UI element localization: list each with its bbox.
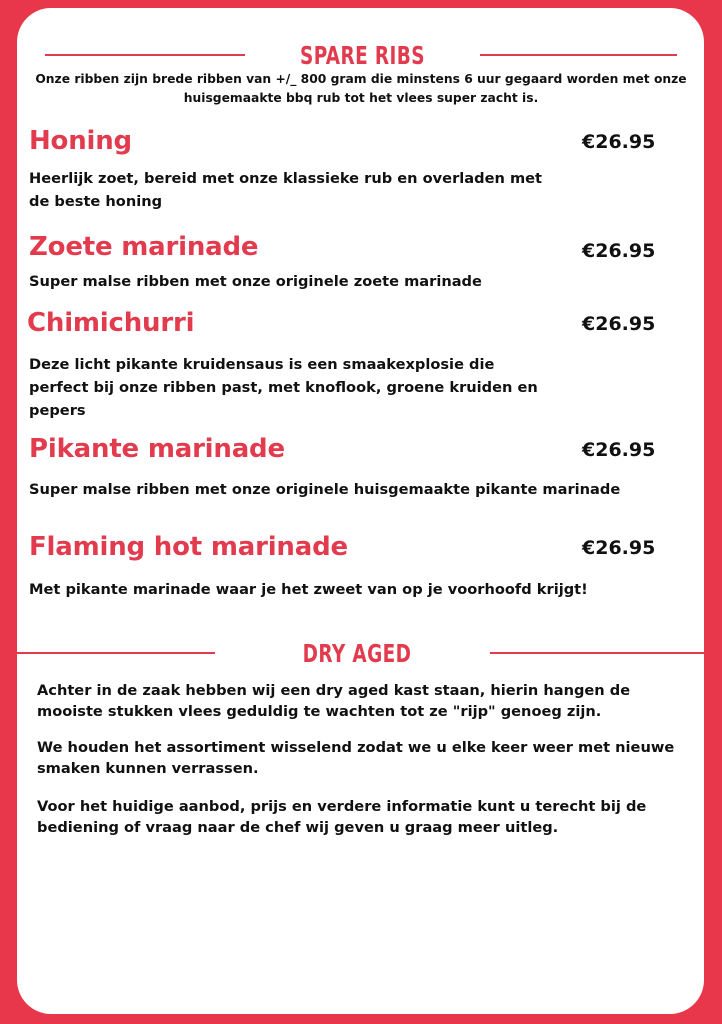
item-description: Super malse ribben met onze originele zoete marinade <box>29 273 482 290</box>
item-price: €26.95 <box>582 537 656 559</box>
item-description: Deze licht pikante kruidensaus is een smaakexplosie die perfect bij onze ribben past, met knoflook, groene kruiden en pepers <box>29 356 538 419</box>
item-description: Super malse ribben met onze originele huisgemaakte pikante marinade <box>29 481 621 498</box>
item-name: Flaming hot marinade <box>29 532 348 562</box>
item-price: €26.95 <box>582 313 656 335</box>
dry-aged-paragraph: Voor het huidige aanbod, prijs en verdere informatie kunt u terecht bij de bediening of vraag naar de chef wij geven u graag meer uitleg. <box>37 798 647 836</box>
dry-aged-paragraph: We houden het assortiment wisselend zodat we u elke keer weer met nieuwe smaken kunnen verrassen. <box>37 739 675 777</box>
item-price: €26.95 <box>582 131 656 153</box>
item-name: Zoete marinade <box>29 232 259 262</box>
item-price: €26.95 <box>582 240 656 262</box>
divider-left <box>45 54 245 56</box>
item-description: Met pikante marinade waar je het zweet van op je voorhoofd krijgt! <box>29 581 588 598</box>
dry-aged-paragraph: Achter in de zaak hebben wij een dry aged kast staan, hierin hangen de mooiste stukken vlees geduldig te wachten tot ze "rijp" genoeg zijn. <box>37 682 631 720</box>
item-name: Honing <box>29 126 132 156</box>
divider-right <box>480 54 677 56</box>
item-name: Chimichurri <box>27 308 195 338</box>
item-price: €26.95 <box>582 439 656 461</box>
divider-left <box>17 652 215 654</box>
dry-aged-title: DRY AGED <box>302 639 412 668</box>
item-description: Heerlijk zoet, bereid met onze klassieke rub en overladen met de beste honing <box>29 170 543 210</box>
item-name: Pikante marinade <box>29 434 285 464</box>
menu-card <box>17 8 704 1014</box>
divider-right <box>490 652 704 654</box>
spare-ribs-intro: Onze ribben zijn brede ribben van +/_ 800 gram die minstens 6 uur gegaard worden met onze huisgemaakte bbq rub tot het vlees super zacht is. <box>35 72 687 105</box>
spare-ribs-title: SPARE RIBS <box>300 41 425 70</box>
